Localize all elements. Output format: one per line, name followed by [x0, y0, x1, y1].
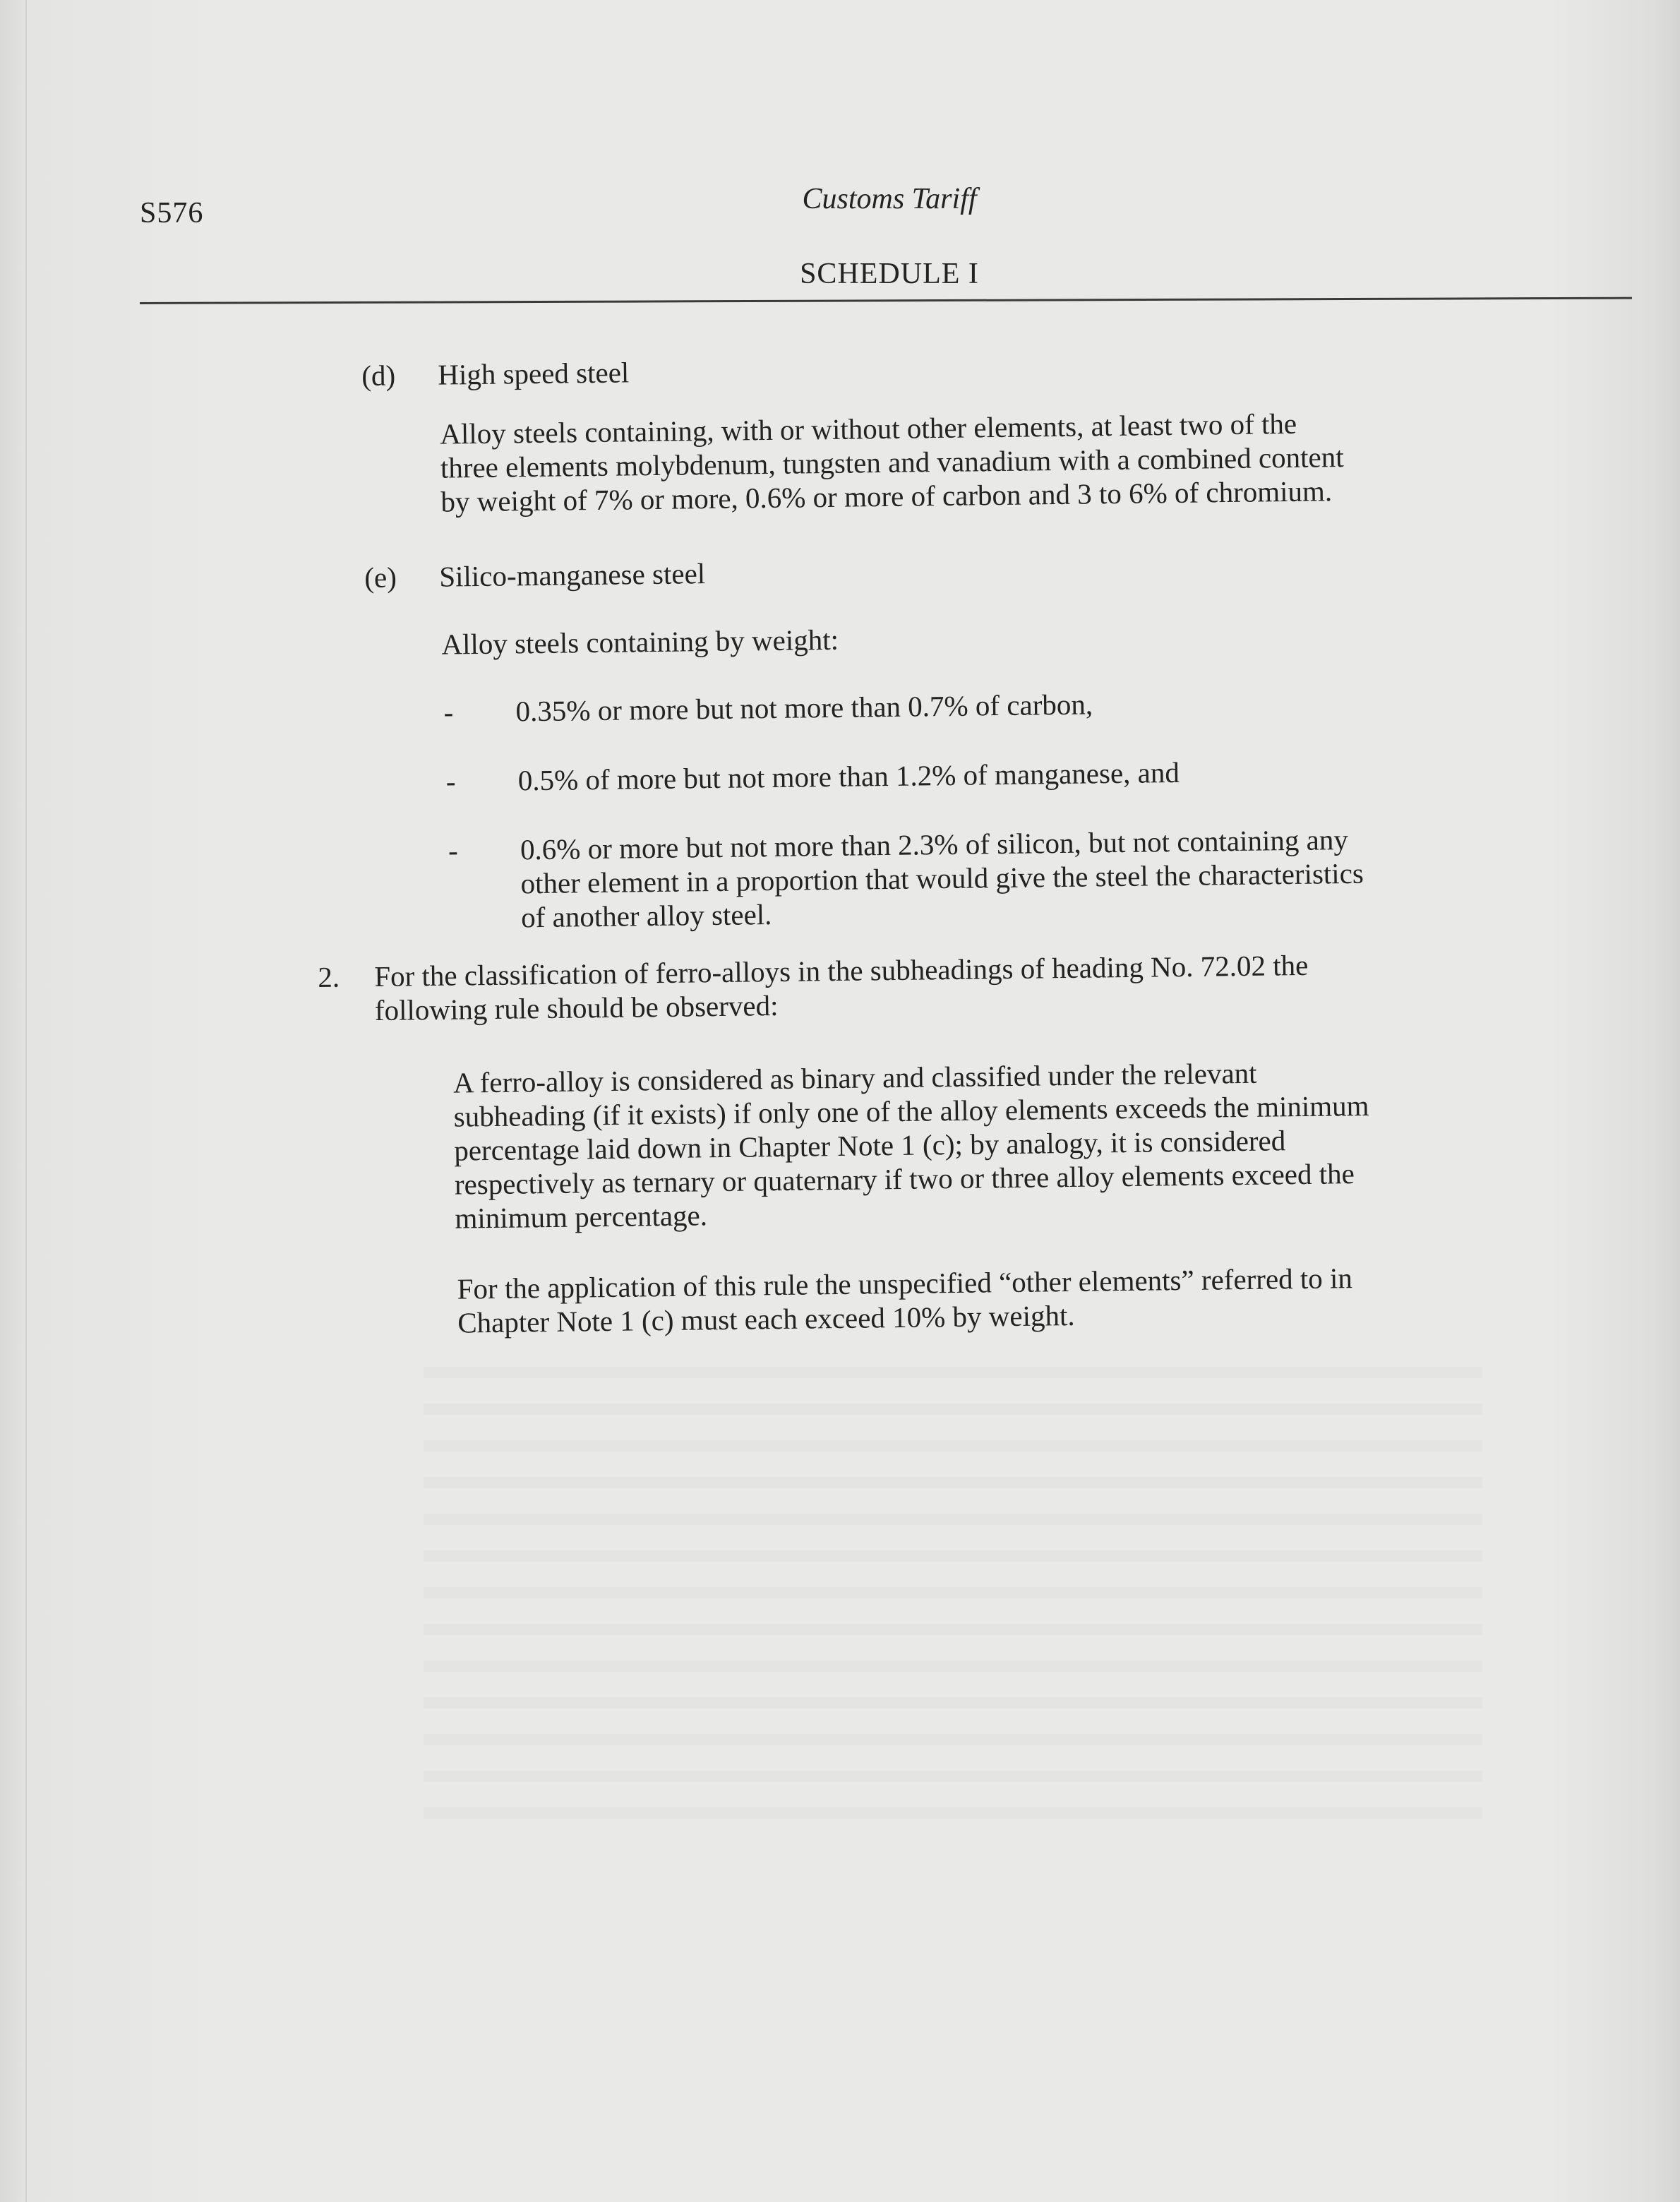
section-e-intro: Alloy steels containing by weight:	[441, 623, 839, 661]
bullet-dash: -	[448, 834, 458, 867]
note-2-paragraph-line: Chapter Note 1 (c) must each exceed 10% by weight.	[457, 1298, 1075, 1339]
page-number: S576	[140, 197, 204, 229]
section-e-label: (e)	[364, 561, 397, 594]
section-d-heading: High speed steel	[438, 356, 630, 391]
running-title: Customs Tariff	[802, 183, 977, 215]
section-d-label: (d)	[361, 359, 396, 392]
schedule-title: SCHEDULE I	[800, 258, 979, 290]
section-d-line: by weight of 7% or more, 0.6% or more of carbon and 3 to 6% of chromium.	[440, 474, 1333, 518]
list-item: 0.5% of more but not more than 1.2% of manganese, and	[517, 755, 1180, 797]
note-2-number: 2.	[318, 960, 340, 993]
section-d-line: Alloy steels containing, with or without other elements, at least two of the	[440, 407, 1297, 450]
list-item: 0.6% or more but not more than 2.3% of silicon, but not containing any	[520, 823, 1349, 866]
section-d-line: three elements molybdenum, tungsten and vanadium with a combined content	[440, 441, 1344, 484]
bullet-dash: -	[445, 765, 456, 798]
section-e-heading: Silico-manganese steel	[439, 557, 706, 593]
header-rule	[140, 297, 1632, 304]
note-2-paragraph-line: minimum percentage.	[455, 1199, 708, 1235]
list-item: 0.35% or more but not more than 0.7% of carbon,	[515, 688, 1093, 728]
list-item: other element in a proportion that would give the steel the characteristics	[520, 856, 1364, 900]
note-2-paragraph-line: For the application of this rule the unspecified “other elements” referred to in	[457, 1262, 1353, 1305]
note-2-line: following rule should be observed:	[374, 989, 779, 1027]
note-2-line: For the classification of ferro-alloys in the subheadings of heading No. 72.02 the	[374, 948, 1309, 993]
page-edge-divider	[25, 0, 27, 2202]
show-through-texture	[424, 1341, 1482, 1836]
note-2-paragraph-line: percentage laid down in Chapter Note 1 (c); by analogy, it is considered	[454, 1124, 1286, 1167]
list-item: of another alloy steel.	[520, 897, 772, 934]
note-2-paragraph-line: subheading (if it exists) if only one of the alloy elements exceeds the minimum	[453, 1089, 1369, 1133]
note-2-paragraph-line: respectively as ternary or quaternary if two or three alloy elements exceed the	[454, 1157, 1355, 1201]
bullet-dash: -	[443, 695, 454, 729]
note-2-paragraph-line: A ferro-alloy is considered as binary and classified under the relevant	[452, 1056, 1257, 1099]
